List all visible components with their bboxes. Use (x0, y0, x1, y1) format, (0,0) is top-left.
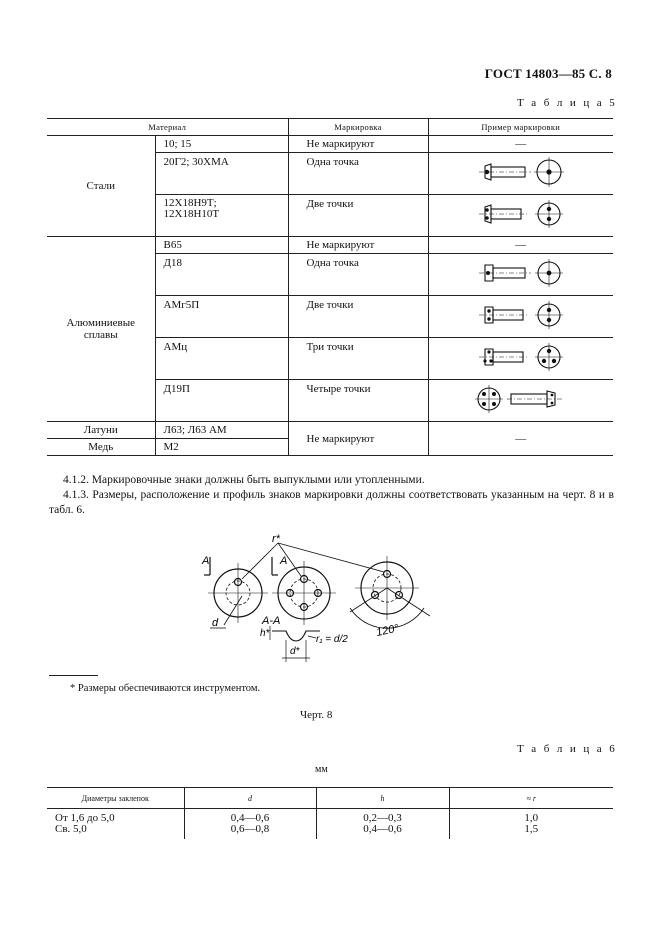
label-h-star: h* (260, 628, 270, 639)
table-row (47, 136, 613, 153)
example-four-dots-icon (428, 380, 613, 422)
material-cell: Д18 (155, 254, 288, 296)
example-two-dots-icon (428, 296, 613, 338)
drawing-8 (190, 530, 450, 680)
r-cell: 1,0 (449, 809, 613, 825)
example-one-dot-icon (428, 153, 613, 195)
r-cell: 1,5 (449, 824, 613, 839)
col-marking: Маркировка (288, 119, 428, 136)
h-cell: 0,2—0,3 (316, 809, 449, 825)
h-cell: 0,4—0,6 (316, 824, 449, 839)
example-cell: — (428, 237, 613, 254)
table-row (47, 824, 613, 839)
page-header: ГОСТ 14803—85 С. 8 (484, 66, 612, 81)
label-a-left: A (202, 555, 210, 567)
d-cell: 0,4—0,6 (184, 809, 316, 825)
col-r: ≈ r (449, 788, 613, 809)
marking-cell: Две точки (288, 296, 428, 338)
group-copper: Медь (47, 439, 155, 456)
col-diameter: Диаметры заклепок (47, 788, 184, 809)
marking-cell: Две точки (288, 195, 428, 237)
table5-header (47, 119, 613, 136)
col-material: Материал (47, 119, 288, 136)
label-r1: r₁ = d/2 (316, 634, 348, 645)
col-h: h (316, 788, 449, 809)
material-cell: 12Х18Н9Т; 12Х18Н10Т (155, 195, 288, 237)
marking-cell: Не маркируют (288, 136, 428, 153)
paragraph-4-1-3: 4.1.3. Размеры, расположение и профиль знаков маркировки должны соответствовать указанным на черт. 8 и в табл. 6. (49, 489, 614, 516)
diam-cell: От 1,6 до 5,0 (55, 812, 115, 824)
marking-cell: Одна точка (288, 254, 428, 296)
table5-label: Т а б л и ц а 5 (517, 97, 618, 109)
label-section-aa: A-A (262, 615, 281, 627)
figure-caption: Черт. 8 (300, 709, 333, 721)
group-aluminum: Алюминиевые сплавы (47, 237, 155, 422)
example-one-dot-icon (428, 254, 613, 296)
table6-unit: мм (315, 764, 328, 775)
table-row (47, 237, 613, 254)
material-cell: М2 (155, 439, 288, 456)
d-cell: 0,6—0,8 (184, 824, 316, 839)
material-cell: 20Г2; 30ХМА (155, 153, 288, 195)
example-two-dots-icon (428, 195, 613, 237)
material-cell: Д19П (155, 380, 288, 422)
group-brass: Латуни (47, 422, 155, 439)
marking-cell: Четыре точки (288, 380, 428, 422)
example-cell: — (428, 422, 613, 456)
marking-cell: Не маркируют (288, 422, 428, 456)
col-example: Пример маркировки (428, 119, 613, 136)
label-d: d (212, 617, 219, 629)
material-cell: Л63; Л63 АМ (155, 422, 288, 439)
label-d-star: d* (290, 646, 300, 657)
table-row (47, 422, 613, 439)
col-d: d (184, 788, 316, 809)
marking-cell: Одна точка (288, 153, 428, 195)
marking-cell: Не маркируют (288, 237, 428, 254)
table6-header (47, 788, 613, 809)
label-a-right: A (280, 555, 288, 567)
label-angle: 120° (375, 622, 400, 639)
diam-cell: Св. 5,0 (55, 823, 87, 835)
table-row (47, 809, 613, 825)
table-5 (47, 118, 613, 456)
example-three-dots-icon (428, 338, 613, 380)
footnote: * Размеры обеспечиваются инструментом. (70, 683, 261, 694)
example-cell: — (428, 136, 613, 153)
group-steel: Стали (47, 136, 155, 237)
material-cell: АМг5П (155, 296, 288, 338)
label-r-star: r* (272, 533, 280, 545)
material-cell: 10; 15 (155, 136, 288, 153)
paragraph-4-1-2: 4.1.2. Маркировочные знаки должны быть выпуклыми или утопленными. (63, 474, 425, 486)
material-cell: В65 (155, 237, 288, 254)
table-6 (47, 787, 613, 839)
material-cell: АМц (155, 338, 288, 380)
footnote-divider (49, 675, 98, 676)
table6-label: Т а б л и ц а 6 (517, 743, 618, 755)
marking-cell: Три точки (288, 338, 428, 380)
